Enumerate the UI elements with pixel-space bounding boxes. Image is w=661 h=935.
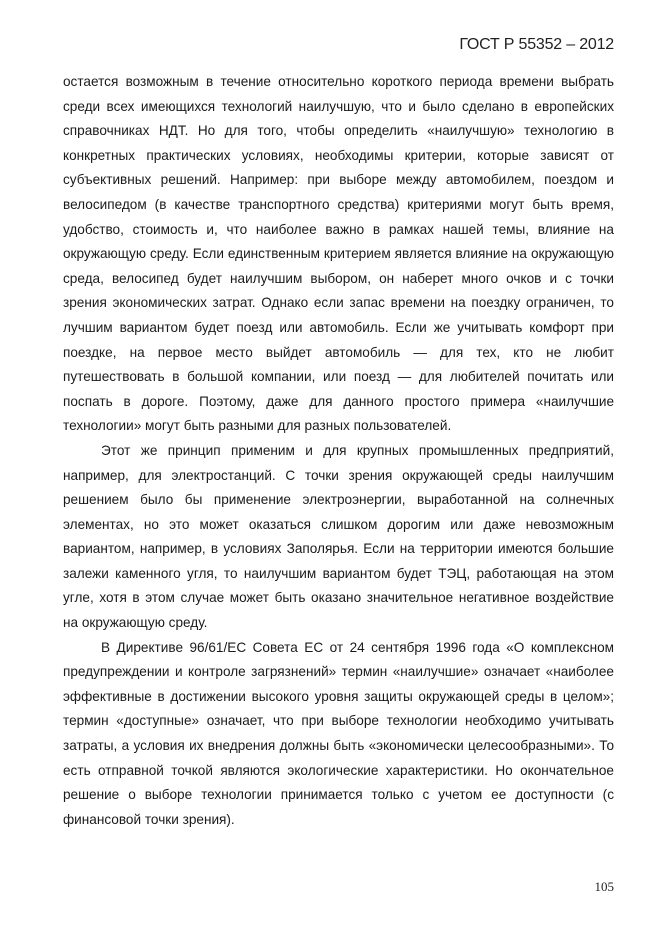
- document-body: [63, 70, 614, 832]
- paragraph-2: Этот же принцип применим и для крупных промышленных предприятий, например, для электростанций. С точки зрения окружающей среды наилучшим решением было бы применение электроэнергии, выработанной на солнечных элементах, но это может оказаться слишком дорогим или даже невозможным вариантом, например, в условиях Заполярья. Если на территории имеются большие залежи каменного угля, то наилучшим вариантом будет ТЭЦ, работающая на этом угле, хотя в этом случае может быть оказано значительное негативное воздействие на окружающую среду.: [63, 442, 614, 631]
- page-number: 105: [594, 879, 614, 894]
- standard-header: ГОСТ Р 55352 – 2012: [459, 36, 614, 53]
- paragraph-3: В Директиве 96/61/ЕС Совета ЕС от 24 сентября 1996 года «О комплексном предупреждении и контроле загрязнений» термин «наилучшие» означает «наиболее эффективные в достижении высокого уровня защиты окружающей среды в целом»; термин «доступные» означает, что при выборе технологии необходимо учитывать затраты, а условия их внедрения должны быть «экономически целесообразными». То есть отправной точкой являются экологические характеристики. Но окончательное решение о выборе технологии принимается только с учетом ее доступности (с финансовой точки зрения).: [63, 639, 614, 827]
- paragraph-1: остается возможным в течение относительно короткого периода времени выбрать среди всех имеющихся технологий наилучшую, что и было сделано в европейских справочниках НДТ. Но для того, чтобы определить «наилучшую» технологию в конкретных практических условиях, необходимы критерии, которые зависят от субъективных решений. Например: при выборе между автомобилем, поездом и велосипедом (в качестве транспортного средства) критериями могут быть время, удобство, стоимость и, что наиболее важно в рамках нашей темы, влияние на окружающую среду. Если единственным критерием является влияние на окружающую среда, велосипед будет наилучшим выбором, он наберет много очков и с точки зрения экономических затрат. Однако если запас времени на поездку ограничен, то лучшим вариантом будет поезд или автомобиль. Если же учитывать комфорт при поездке, на первое место выйдет автомобиль — для тех, кто не любит путешествовать в большой компании, или поезд — для любителей почитать или поспать в дороге. Поэтому, даже для данного простого примера «наилучшие технологии» могут быть разными для разных пользователей.: [63, 74, 614, 434]
